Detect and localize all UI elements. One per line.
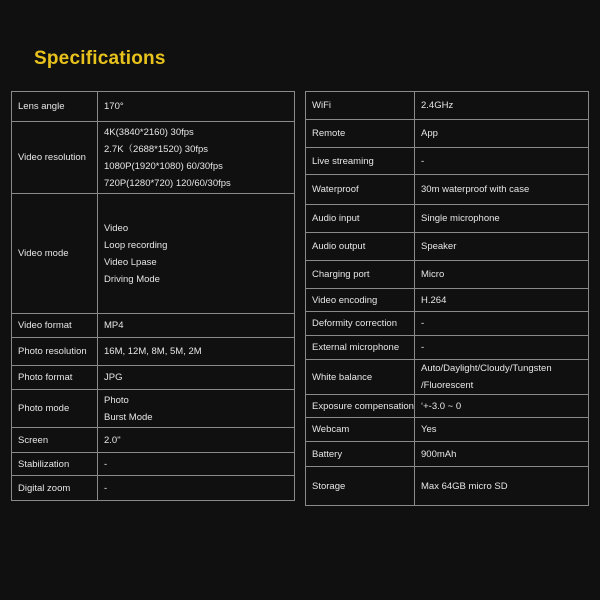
page-title: Specifications: [34, 48, 166, 69]
spec-row: [306, 92, 589, 120]
spec-row: [12, 338, 295, 366]
spec-value-line: 170°: [104, 101, 124, 112]
spec-row: [306, 120, 589, 148]
spec-label: Live streaming: [306, 148, 415, 175]
spec-row: [12, 428, 295, 453]
spec-label: Video encoding: [306, 289, 415, 312]
spec-row: [306, 205, 589, 233]
spec-label: Video resolution: [12, 122, 98, 194]
spec-row: [306, 467, 589, 506]
spec-row: [306, 312, 589, 336]
spec-value: [98, 428, 295, 453]
spec-value: [98, 366, 295, 390]
spec-label: Waterproof: [306, 175, 415, 205]
spec-value: [415, 395, 589, 418]
spec-value: [98, 453, 295, 476]
spec-value-line: Single microphone: [421, 213, 500, 224]
spec-value-line: -: [421, 342, 425, 353]
spec-value-line: 2.4GHz: [421, 100, 454, 111]
spec-value: [415, 233, 589, 261]
spec-label: Battery: [306, 442, 415, 467]
spec-value-line: 16M, 12M, 8M, 5M, 2M: [104, 346, 202, 357]
spec-value: [98, 476, 295, 501]
spec-value: [98, 390, 295, 428]
spec-value-line: 1080P(1920*1080) 60/30fps: [104, 160, 223, 172]
spec-row: [12, 453, 295, 476]
spec-value-line: /Fluorescent: [421, 380, 474, 391]
spec-label: Audio output: [306, 233, 415, 261]
spec-value: [415, 418, 589, 442]
spec-label: Deformity correction: [306, 312, 415, 336]
spec-label: Storage: [306, 467, 415, 506]
spec-value-line: Video Lpase: [104, 256, 157, 268]
spec-value-line: Driving Mode: [104, 273, 160, 285]
spec-label: Photo mode: [12, 390, 98, 428]
spec-row: [306, 395, 589, 418]
spec-value: [98, 194, 295, 314]
spec-value: [415, 205, 589, 233]
spec-row: [12, 390, 295, 428]
spec-label: Stabilization: [12, 453, 98, 476]
spec-label: Photo resolution: [12, 338, 98, 366]
spec-row: [306, 148, 589, 175]
spec-label: White balance: [306, 360, 415, 395]
spec-label: Charging port: [306, 261, 415, 289]
spec-value: [415, 336, 589, 360]
spec-row: [12, 314, 295, 338]
spec-value-line: Micro: [421, 269, 445, 280]
spec-label: Webcam: [306, 418, 415, 442]
spec-value-line: Auto/Daylight/Cloudy/Tungsten: [421, 363, 552, 374]
spec-value-line: 2.7K（2688*1520) 30fps: [104, 143, 209, 155]
spec-value-line: -: [421, 318, 425, 329]
spec-value-line: Speaker: [421, 241, 457, 252]
spec-value-line: Video: [104, 222, 129, 234]
spec-value-line: 2.0": [104, 434, 121, 446]
spec-row: [306, 418, 589, 442]
spec-value-line: Burst Mode: [104, 411, 153, 423]
spec-value-line: 720P(1280*720) 120/60/30fps: [104, 177, 231, 189]
spec-row: [12, 476, 295, 501]
spec-value: [415, 289, 589, 312]
spec-value-line: MP4: [104, 320, 124, 331]
spec-table-right: [305, 91, 589, 506]
spec-row: [12, 92, 295, 122]
spec-value: [98, 122, 295, 194]
spec-label: Screen: [12, 428, 98, 453]
spec-label: Video format: [12, 314, 98, 338]
spec-value-line: -: [104, 482, 108, 494]
spec-label: Exposure compensation: [306, 395, 415, 418]
spec-value-line: 30m waterproof with case: [421, 184, 530, 195]
spec-value-line: 4K(3840*2160) 30fps: [104, 126, 194, 138]
spec-value-line: Max 64GB micro SD: [421, 480, 508, 492]
spec-value-line: Photo: [104, 394, 129, 406]
spec-row: [12, 366, 295, 390]
spec-value: [98, 314, 295, 338]
spec-label: External microphone: [306, 336, 415, 360]
spec-value-line: ‘+-3.0 ~ 0: [421, 400, 462, 412]
spec-value: [415, 261, 589, 289]
spec-row: [306, 336, 589, 360]
spec-value-line: JPG: [104, 372, 123, 383]
spec-row: [306, 261, 589, 289]
spec-table-left: [11, 91, 295, 501]
spec-row: [306, 175, 589, 205]
spec-label: Photo format: [12, 366, 98, 390]
spec-value: [98, 338, 295, 366]
spec-value-line: 900mAh: [421, 448, 457, 460]
spec-label: WiFi: [306, 92, 415, 120]
spec-value: [415, 442, 589, 467]
spec-value-line: App: [421, 128, 438, 139]
spec-value-line: Loop recording: [104, 239, 168, 251]
spec-value-line: H.264: [421, 294, 447, 306]
spec-value: [415, 360, 589, 395]
spec-value-line: -: [421, 155, 425, 167]
spec-value: [415, 175, 589, 205]
spec-row: [306, 360, 589, 395]
spec-value: [415, 92, 589, 120]
spec-label: Audio input: [306, 205, 415, 233]
spec-value-line: -: [104, 458, 108, 470]
spec-value: [415, 148, 589, 175]
spec-value: [415, 312, 589, 336]
spec-row: [306, 233, 589, 261]
spec-row: [306, 289, 589, 312]
spec-value: [98, 92, 295, 122]
spec-value: [415, 467, 589, 506]
spec-label: Remote: [306, 120, 415, 148]
spec-value: [415, 120, 589, 148]
spec-row: [12, 122, 295, 194]
spec-value-line: Yes: [421, 424, 437, 435]
spec-row: [12, 194, 295, 314]
spec-label: Digital zoom: [12, 476, 98, 501]
spec-label: Video mode: [12, 194, 98, 314]
spec-label: Lens angle: [12, 92, 98, 122]
spec-row: [306, 442, 589, 467]
